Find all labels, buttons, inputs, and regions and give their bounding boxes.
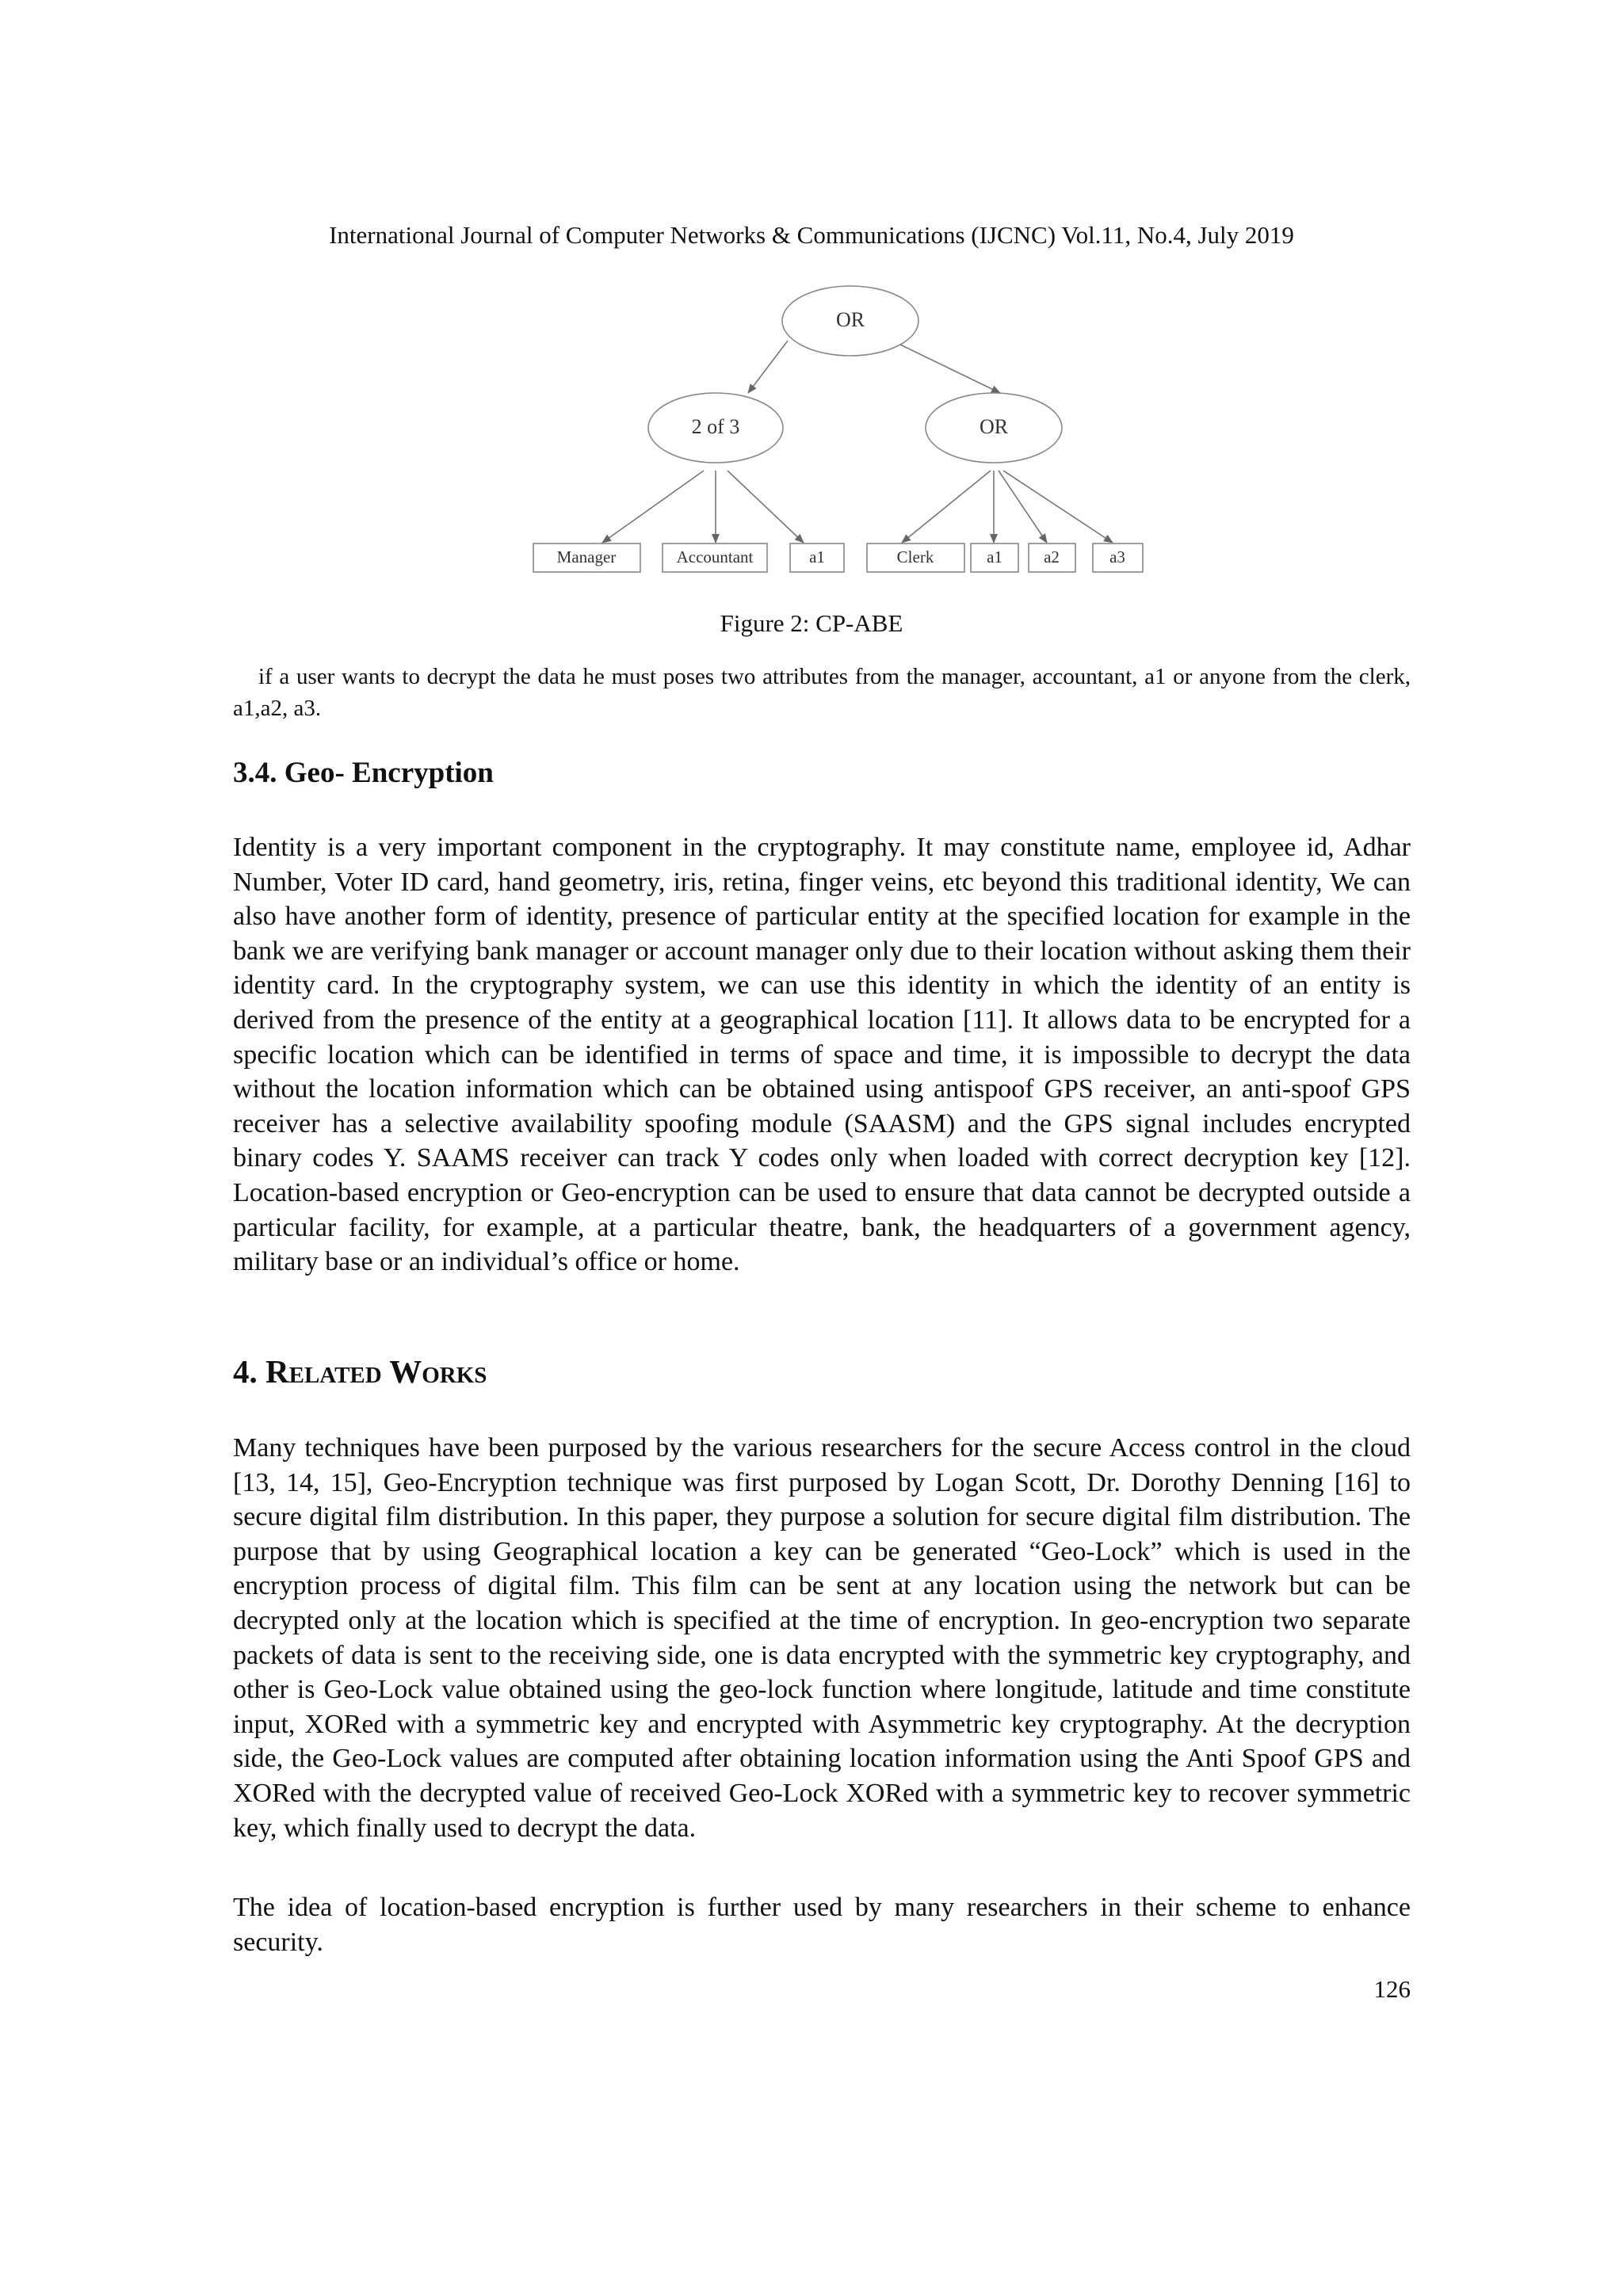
cp-abe-figure <box>0 0 1623 602</box>
leaf-label: a1 <box>987 547 1002 566</box>
node-root-label: OR <box>835 307 865 331</box>
leaf-label: a2 <box>1044 547 1060 566</box>
edge-root-left <box>748 341 788 393</box>
figure-caption: Figure 2: CP-ABE <box>720 609 903 637</box>
figure-note-paragraph: if a user wants to decrypt the data he must poses two attributes from the manager, accountant, a1 or anyone from the clerk, a1,a2, a3. <box>233 664 1411 721</box>
leaf-label: Manager <box>556 547 617 566</box>
leaf-label: a1 <box>809 547 825 566</box>
edge-left-manager <box>602 471 704 543</box>
page-number: 126 <box>1373 1975 1411 2003</box>
leaf-label: Accountant <box>676 547 754 566</box>
related-works-paragraph-1: Many techniques have been purposed by the various researchers for the secure Access control in the cloud [13, 14, 15], Geo-Encryption technique was first purposed by Logan Scott, Dr. Dorothy Denning [16] to secure digital film distribution. In this paper, they purpose a solution for secure digital film distribution. The purpose that by using Geographical location a key can be generated “Geo-Lock” which is used in the encryption process of digital film. This film can be sent at any location using the network but can be decrypted only at the location which is specified at the time of encryption. In geo-encryption two separate packets of data is sent to the receiving side, one is data encrypted with the symmetric key cryptography, and other is Geo-Lock value obtained using the geo-lock function where longitude, latitude and time constitute input, XORed with a symmetric key and encrypted with Asymmetric key cryptography. At the decryption side, the Geo-Lock values are computed after obtaining location information using the Anti Spoof GPS and XORed with the decrypted value of received Geo-Lock XORed with a symmetric key to recover symmetric key, which finally used to decrypt the data. <box>233 1433 1411 1843</box>
edge-right-a2 <box>999 471 1047 543</box>
leaf-label: Clerk <box>896 547 934 566</box>
edge-left-a1 <box>727 471 804 543</box>
leaf-label: a3 <box>1109 547 1125 566</box>
running-header: International Journal of Computer Networks & Communications (IJCNC) Vol.11, No.4, July 2019 <box>329 221 1294 249</box>
related-works-paragraph-2: The idea of location-based encryption is further used by many researchers in their scheme to enhance security. <box>233 1893 1411 1957</box>
node-threshold-label: 2 of 3 <box>691 414 740 438</box>
node-or-right-label: OR <box>979 414 1009 438</box>
edge-right-a3 <box>1003 471 1113 543</box>
section-heading-related-works: 4. Related Works <box>233 1353 487 1390</box>
access-tree-diagram <box>0 0 1623 602</box>
section-heading-geo-encryption: 3.4. Geo- Encryption <box>233 757 494 789</box>
geo-encryption-paragraph: Identity is a very important component in the cryptography. It may constitute name, employee id, Adhar Number, Voter ID card, hand geometry, iris, retina, finger veins, etc beyond this traditional identity, We can also have another form of identity, presence of particular entity at the specified location for example in the bank we are verifying bank manager or account manager only due to their location without asking them their identity card. In the cryptography system, we can use this identity in which the identity of an entity is derived from the presence of the entity at a geographical location [11]. It allows data to be encrypted for a specific location which can be identified in terms of space and time, it is impossible to decrypt the data without the location information which can be obtained using antispoof GPS receiver, an anti-spoof GPS receiver has a selective availability spoofing module (SAASM) and the GPS signal includes encrypted binary codes Y. SAAMS receiver can track Y codes only when loaded with correct decryption key [12]. Location-based encryption or Geo-encryption can be used to ensure that data cannot be decrypted outside a particular facility, for example, at a particular theatre, bank, the headquarters of a government agency, military base or an individual’s office or home. <box>233 833 1411 1277</box>
edge-root-right <box>899 344 1000 393</box>
edge-right-clerk <box>902 471 991 543</box>
